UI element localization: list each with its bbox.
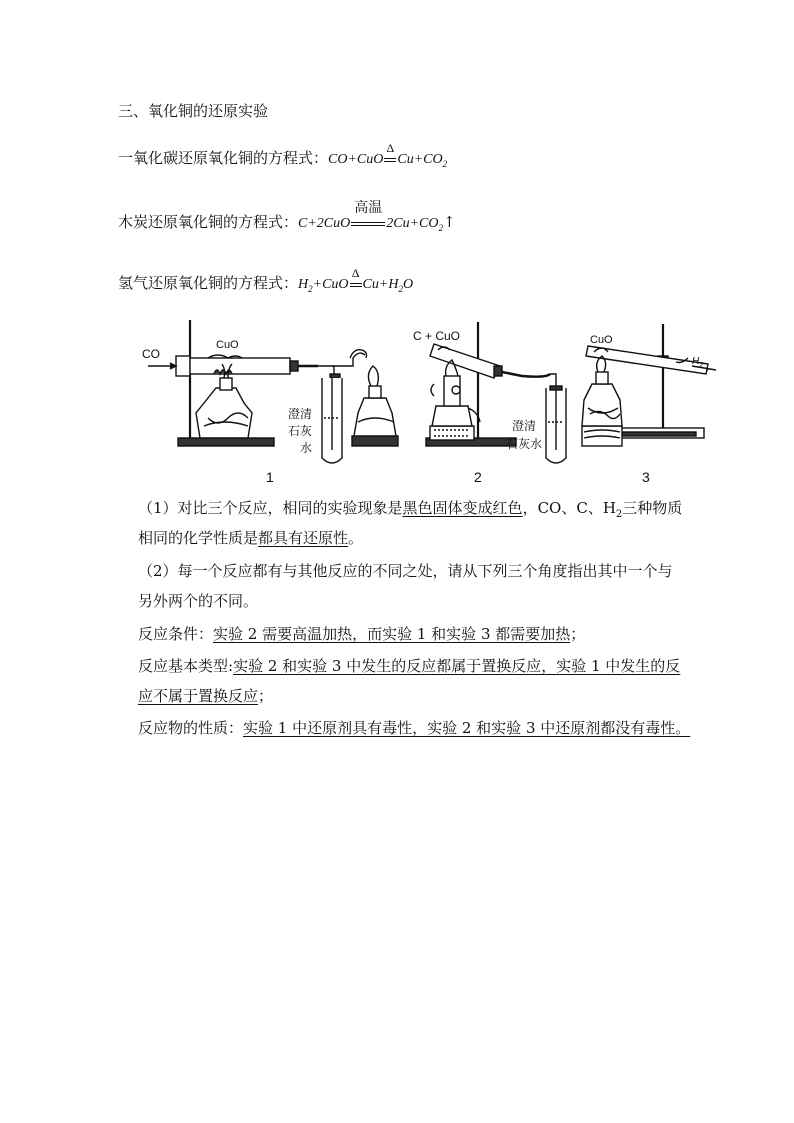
equation-lhs: CO+CuO	[328, 152, 384, 167]
gas-arrow: ↑	[442, 213, 456, 231]
q2-type-answer-2: 应不属于置换反应	[138, 687, 259, 705]
reaction-condition: Δ	[349, 275, 363, 295]
reaction-condition: Δ	[383, 150, 397, 170]
limewater-label-1a: 澄清	[288, 407, 313, 421]
equation-label: 木炭还原氧化铜的方程式：	[118, 213, 299, 231]
q1-answer-property: 都具有还原性	[258, 529, 349, 547]
q1-answer-phenomenon: 黑色固体变成红色	[402, 499, 523, 517]
figure-number-1: 1	[266, 469, 274, 485]
q2-type-row-1: 反应基本类型:实验 2 和实验 3 中发生的反应都属于置换反应，实验 1 中发生的反	[138, 657, 681, 675]
apparatus-figure	[138, 318, 718, 486]
equation-label: 氢气还原氧化铜的方程式：	[118, 274, 299, 292]
setup-1-apparatus	[148, 320, 398, 463]
limewater-label-2a: 澄清	[512, 419, 537, 433]
q2-type-row-2: 应不属于置换反应；	[138, 687, 274, 705]
setup-2-apparatus	[426, 322, 566, 463]
q2-type-answer-1: 实验 2 和实验 3 中发生的反应都属于置换反应，实验 1 中发生的反	[233, 657, 681, 675]
equation-c: 木炭还原氧化铜的方程式：C+2CuO 高温 $2Cu+CO_2↑$	[118, 200, 456, 233]
h2-label: $H_2$	[692, 356, 704, 369]
equation-co: 一氧化碳还原氧化铜的方程式：CO+CuO Δ $Cu+CO_2$	[118, 141, 448, 169]
q1-line-2: 相同的化学性质是都具有还原性。	[138, 529, 364, 547]
cuo-label-1: CuO	[216, 339, 239, 351]
reaction-condition: 高温	[350, 214, 386, 234]
equation-rhs: Cu+H	[362, 277, 399, 292]
section-title: 三、氧化铜的还原实验	[118, 102, 269, 120]
q2-property-row: 反应物的性质：实验 1 中还原剂具有毒性，实验 2 和实验 3 中还原剂都没有毒性。	[138, 719, 691, 737]
q2-property-answer: 实验 1 中还原剂具有毒性，实验 2 和实验 3 中还原剂都没有毒性。	[243, 719, 691, 737]
equation-lhs: C+2CuO	[298, 216, 351, 231]
q2-line-2: 另外两个的不同。	[138, 592, 259, 610]
figure-number-2: 2	[474, 469, 482, 485]
q2-condition-row: 反应条件：实验 2 需要高温加热，而实验 1 和实验 3 都需要加热；	[138, 625, 586, 643]
limewater-label-1c: 水	[300, 441, 313, 455]
equation-rhs: 2Cu+CO	[386, 216, 439, 231]
figure-number-3: 3	[642, 469, 650, 485]
equation-label: 一氧化碳还原氧化铜的方程式：	[118, 149, 329, 167]
limewater-label-1b: 石灰	[288, 424, 313, 438]
co-label: CO	[142, 347, 160, 361]
equation-rhs: Cu+CO	[397, 152, 443, 167]
equation-lhs: +CuO	[312, 277, 349, 292]
q2-condition-answer: 实验 2 需要高温加热，而实验 1 和实验 3 都需要加热	[213, 625, 571, 643]
equation-h2: 氢气还原氧化铜的方程式：$H_2+CuO$ Δ $Cu+H_2O$	[118, 266, 414, 294]
q2-line-1: （2）每一个反应都有与其他反应的不同之处，请从下列三个角度指出其中一个与	[138, 562, 673, 580]
q1-line-1: （1）对比三个反应，相同的实验现象是黑色固体变成红色，CO、C、$H_2$三种物质	[138, 499, 683, 520]
c-cuo-label: C + CuO	[413, 329, 461, 343]
limewater-label-2b: 石灰水	[506, 437, 543, 451]
cuo-label-3: CuO	[590, 334, 613, 346]
